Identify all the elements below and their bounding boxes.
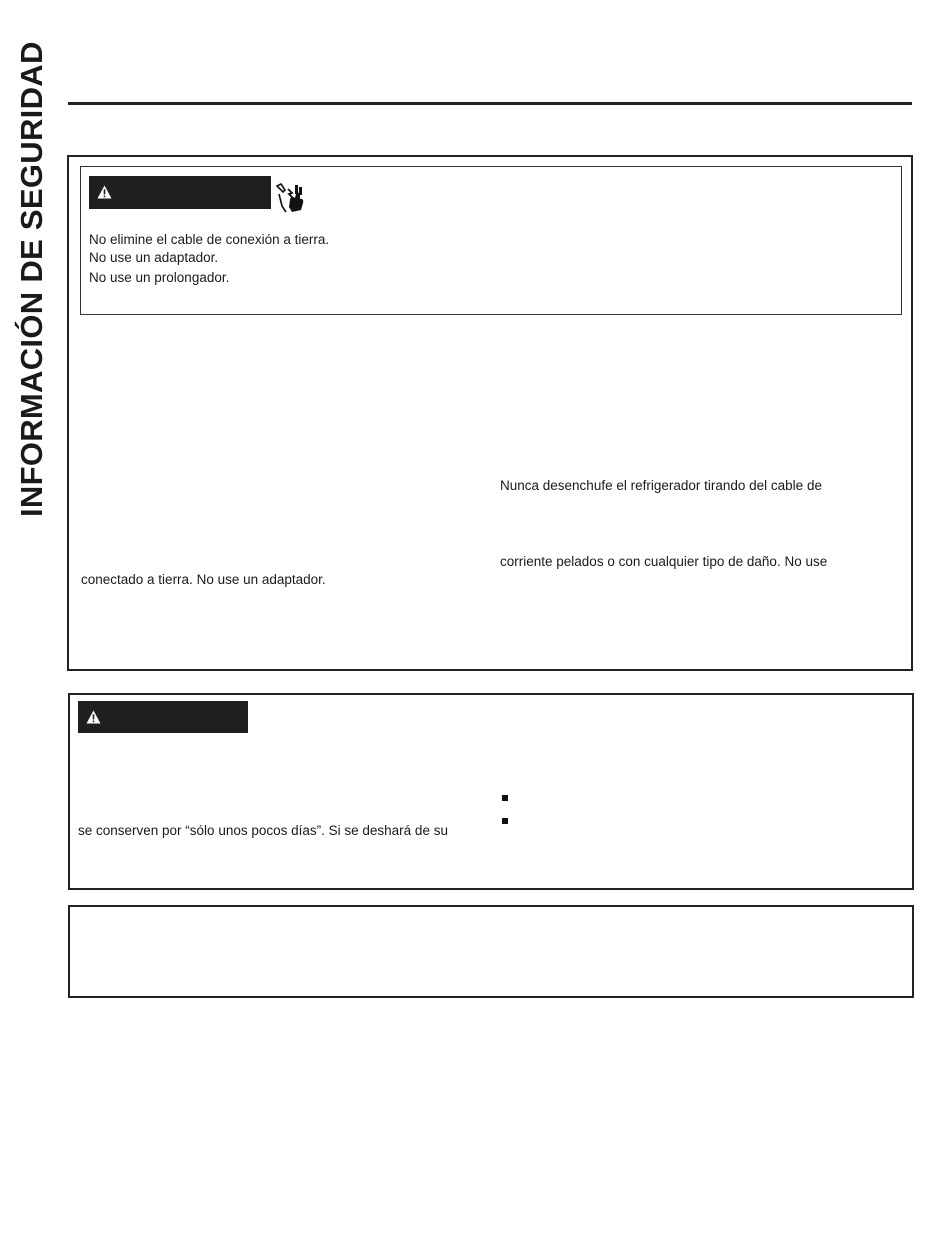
electrical-shock-hand-icon <box>273 180 307 214</box>
grounding-line-3: No use un prolongador. <box>89 270 230 285</box>
grounded-text: conectado a tierra. No use un adaptador. <box>81 572 326 587</box>
warning-label <box>78 701 248 733</box>
unplug-text-line-1: Nunca desenchufe el refrigerador tirando del cable de <box>500 478 822 493</box>
notice-box <box>68 905 914 998</box>
top-rule <box>68 102 912 105</box>
grounding-line-1: No elimine el cable de conexión a tierra. <box>89 232 330 247</box>
bullet-marker <box>502 795 508 801</box>
side-title: INFORMACIÓN DE SEGURIDAD <box>14 41 49 517</box>
warning-label <box>89 176 271 209</box>
grounding-line-2: No use un adaptador. <box>89 250 219 265</box>
warning-triangle-icon <box>97 185 112 199</box>
warning-triangle-icon <box>86 710 101 724</box>
disposal-text: se conserven por “sólo unos pocos días”. Si se deshará de su <box>78 823 448 838</box>
bullet-marker <box>502 818 508 824</box>
unplug-text-line-2: corriente pelados o con cualquier tipo de daño. No use <box>500 554 828 569</box>
